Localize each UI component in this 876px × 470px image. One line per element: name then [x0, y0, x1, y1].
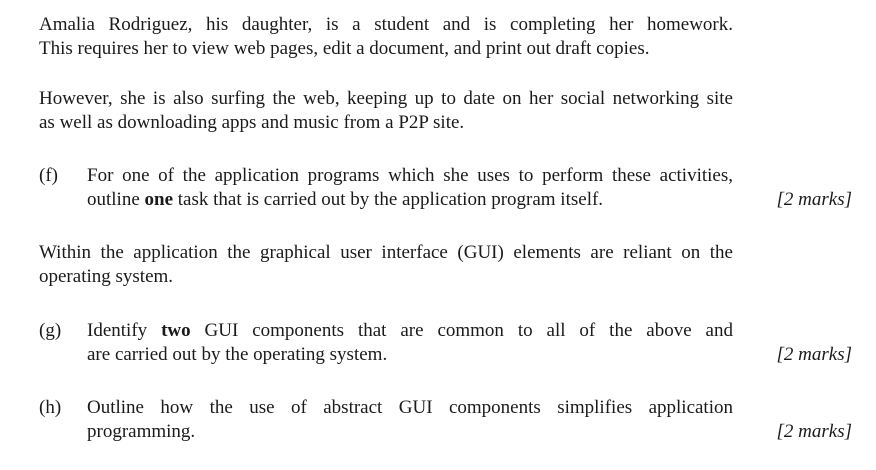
intro-p1-line-2: This requires her to view web pages, edit a document, and print out draft copies.: [39, 38, 650, 59]
question-f-line-1: For one of the application programs which she uses to perform these activities,: [87, 165, 733, 186]
emphasis-two: two: [161, 320, 191, 341]
context-line-1: Within the application the graphical user interface (GUI) elements are reliant on the: [39, 242, 733, 263]
question-h-label: (h): [39, 397, 62, 418]
intro-p1-line-1: Amalia Rodriguez, his daughter, is a student and is completing her homework.: [39, 14, 733, 35]
question-g-marks: [2 marks]: [776, 344, 852, 365]
intro-paragraph-2: [39, 87, 733, 135]
intro-paragraph-1: [39, 13, 733, 61]
question-g-line-2: are carried out by the operating system.: [87, 344, 388, 365]
emphasis-one: one: [144, 189, 174, 210]
question-h-text: [87, 396, 733, 444]
question-f-line-2: outline one task that is carried out by the application program itself.: [87, 189, 604, 210]
question-g-line-1: Identify two GUI components that are common to all of the above and: [87, 320, 733, 341]
gui-context-paragraph: [39, 241, 733, 289]
question-f-marks: [2 marks]: [776, 189, 852, 210]
intro-p2-line-2: as well as downloading apps and music from a P2P site.: [39, 112, 465, 133]
context-line-2: operating system.: [39, 266, 174, 287]
question-h-marks: [2 marks]: [776, 421, 852, 442]
question-f-text: [87, 164, 733, 212]
intro-p2-line-1: However, she is also surfing the web, keeping up to date on her social networking site: [39, 88, 733, 109]
question-h-line-1: Outline how the use of abstract GUI components simplifies application: [87, 397, 733, 418]
question-g-text: [87, 319, 733, 367]
question-h-line-2: programming.: [87, 421, 196, 442]
question-g-label: (g): [39, 320, 62, 341]
question-f-label: (f): [39, 165, 58, 186]
